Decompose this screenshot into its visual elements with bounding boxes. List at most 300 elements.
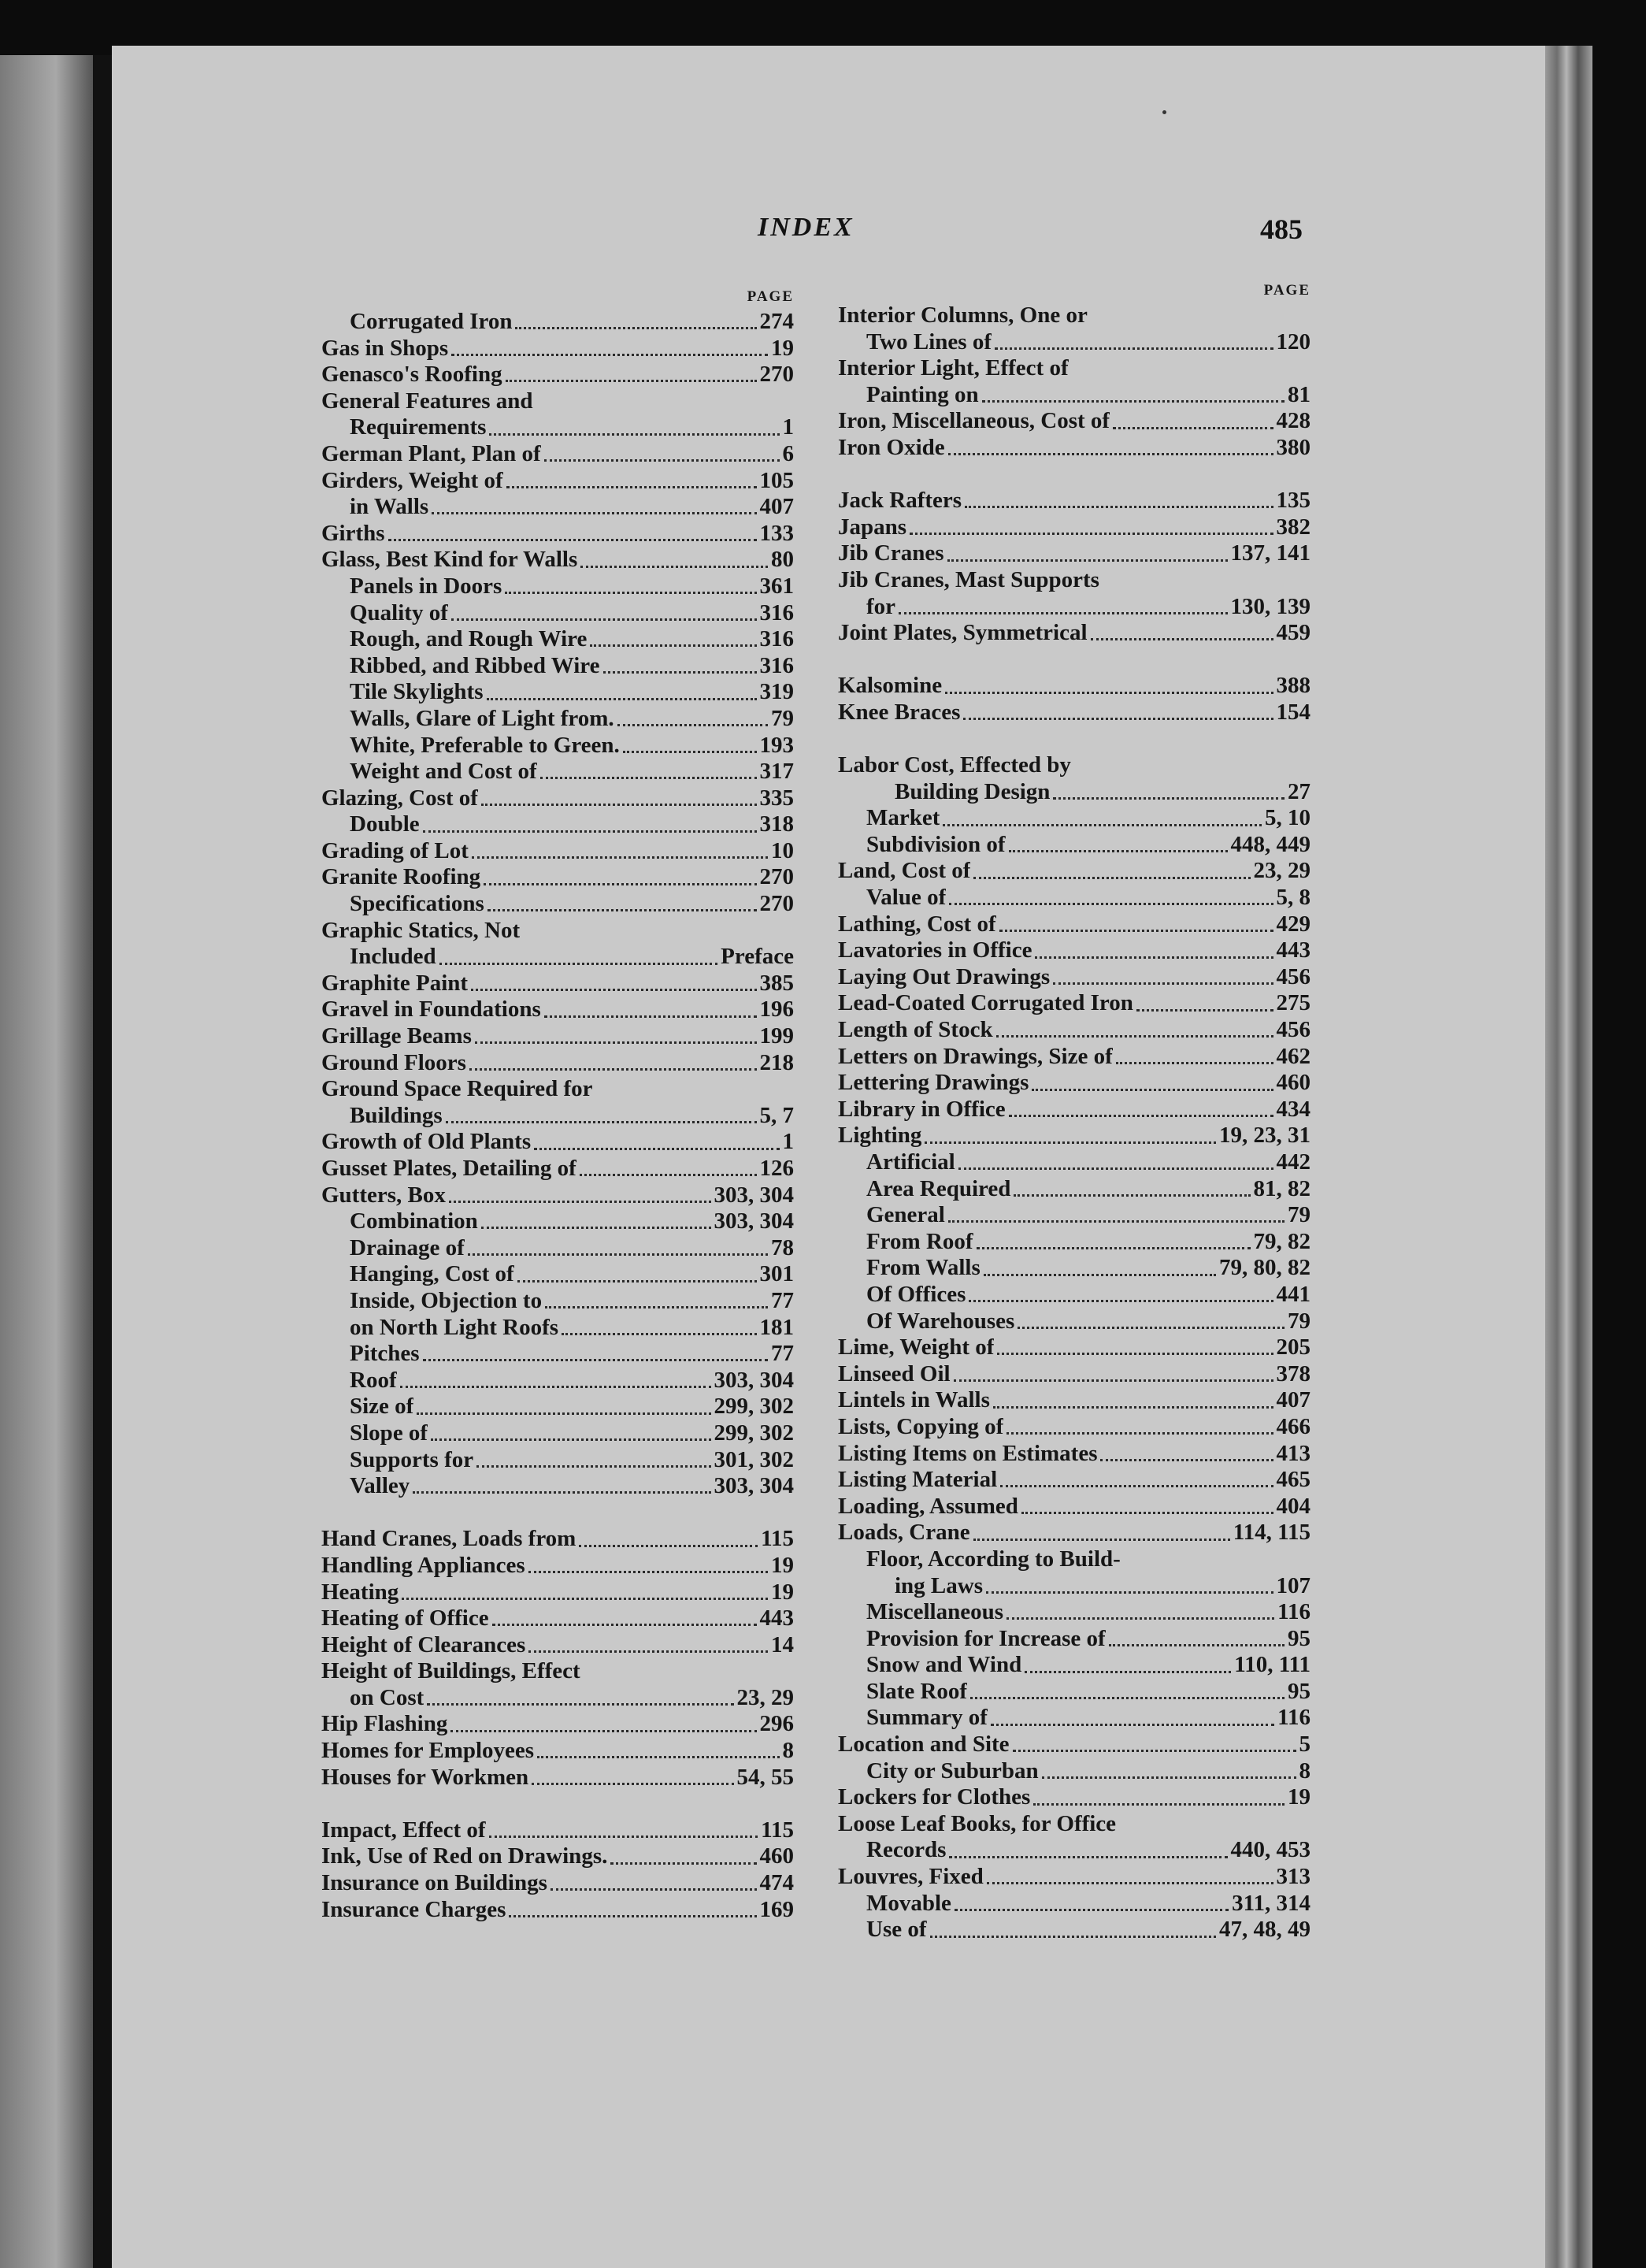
index-entry xyxy=(321,336,794,362)
dot-leader xyxy=(948,1220,1285,1223)
index-entry-text: Summary of xyxy=(866,1705,988,1731)
index-entry-page: 5, 8 xyxy=(1276,885,1310,911)
index-entry-page: 77 xyxy=(771,1341,794,1367)
index-entry-text: Gutters, Box xyxy=(321,1182,446,1208)
index-entry xyxy=(838,1705,1310,1732)
index-entry xyxy=(321,1103,794,1130)
index-entry-text: Size of xyxy=(350,1394,414,1420)
index-entry-page: 440, 453 xyxy=(1230,1837,1310,1863)
index-entry-text: Jib Cranes xyxy=(838,540,944,566)
index-entry-text: Laying Out Drawings xyxy=(838,963,1051,989)
index-entry-page: 460 xyxy=(759,1843,794,1869)
index-entry xyxy=(321,362,794,388)
index-entry-page: 54, 55 xyxy=(736,1764,794,1790)
index-entry-page: 80 xyxy=(771,547,794,573)
index-entry xyxy=(321,1050,794,1077)
index-entry xyxy=(321,1315,794,1342)
index-entry-text: for xyxy=(866,593,896,619)
index-entry-page: 299, 302 xyxy=(714,1394,794,1420)
dot-leader xyxy=(489,433,779,436)
index-entry-page: 120 xyxy=(1276,329,1310,354)
index-entry xyxy=(838,752,1310,779)
index-entry xyxy=(321,1685,794,1712)
index-entry xyxy=(838,382,1310,409)
index-entry-text: Height of Clearances xyxy=(321,1631,526,1657)
index-entry-text: Hip Flashing xyxy=(321,1711,448,1737)
index-entry xyxy=(838,1097,1310,1123)
index-entry-page: 205 xyxy=(1276,1334,1310,1360)
index-entry xyxy=(838,673,1310,700)
index-entry-page: 10 xyxy=(771,837,794,863)
index-entry xyxy=(838,540,1310,567)
index-entry-page: 361 xyxy=(759,573,794,599)
index-entry xyxy=(321,309,794,336)
index-entry-page: 296 xyxy=(759,1711,794,1737)
index-entry-page: 47, 48, 49 xyxy=(1219,1917,1310,1943)
index-entry-text: Louvres, Fixed xyxy=(838,1864,984,1890)
index-entry-text: Length of Stock xyxy=(838,1017,993,1043)
index-entry-page: 316 xyxy=(759,652,794,678)
index-entry-text: Homes for Employees xyxy=(321,1738,535,1764)
index-entry-text: Hand Cranes, Loads from xyxy=(321,1526,576,1552)
page-number: 485 xyxy=(1260,213,1303,245)
index-entry xyxy=(838,1282,1310,1308)
index-entry-text: Loose Leaf Books, for Office xyxy=(838,1810,1117,1836)
index-entry-text: Of Warehouses xyxy=(866,1308,1015,1334)
index-entry xyxy=(838,1441,1310,1468)
index-entry xyxy=(321,944,794,971)
index-entry xyxy=(838,329,1310,356)
dot-leader xyxy=(423,1359,768,1361)
dot-leader xyxy=(427,1703,733,1706)
index-entry-text: Girders, Weight of xyxy=(321,467,503,493)
index-entry xyxy=(838,832,1310,859)
dot-leader xyxy=(993,1406,1273,1409)
index-entry-text: Lists, Copying of xyxy=(838,1413,1004,1439)
index-entry-text: Quality of xyxy=(350,599,448,625)
index-entry xyxy=(838,964,1310,991)
index-entry xyxy=(321,626,794,653)
section-gap xyxy=(838,462,1310,488)
index-entry-text: Land, Cost of xyxy=(838,858,971,884)
index-entry-text: Japans xyxy=(838,514,907,540)
index-entry-text: Use of xyxy=(866,1917,927,1943)
index-entry xyxy=(838,1467,1310,1494)
index-entry xyxy=(321,1261,794,1288)
dot-leader xyxy=(1009,1115,1273,1117)
dot-leader xyxy=(963,718,1273,720)
index-entry-page: 303, 304 xyxy=(714,1473,794,1499)
section-gap xyxy=(838,647,1310,674)
index-entry-page: 169 xyxy=(759,1896,794,1922)
book-left-edge xyxy=(0,55,93,2268)
index-entry-text: Location and Site xyxy=(838,1732,1010,1758)
index-entry-page: 270 xyxy=(759,864,794,890)
index-entry xyxy=(321,1870,794,1897)
index-entry-text: Linseed Oil xyxy=(838,1360,951,1386)
index-entry-page: 19 xyxy=(771,335,794,361)
index-entry-text: Lime, Weight of xyxy=(838,1334,995,1360)
index-entry xyxy=(838,1784,1310,1811)
index-entry-page: 199 xyxy=(759,1023,794,1049)
index-entry-page: 218 xyxy=(759,1049,794,1075)
index-entry-page: 407 xyxy=(1276,1387,1310,1413)
dot-leader xyxy=(446,1121,757,1123)
dot-leader xyxy=(1136,1009,1273,1012)
index-entry xyxy=(321,1605,794,1632)
index-entry-page: 313 xyxy=(1276,1864,1310,1890)
index-entry-page: 465 xyxy=(1276,1467,1310,1493)
index-entry-page: 79 xyxy=(1288,1308,1310,1334)
index-entry-page: 318 xyxy=(759,811,794,837)
index-entry xyxy=(321,1473,794,1500)
index-entry-page: 316 xyxy=(759,626,794,652)
index-entry-text: Specifications xyxy=(350,891,484,917)
dot-leader xyxy=(1053,982,1273,985)
index-entry xyxy=(838,1044,1310,1071)
index-entry-text: Gusset Plates, Detailing of xyxy=(321,1156,576,1181)
index-entry-text: Records xyxy=(866,1837,947,1863)
dot-leader xyxy=(997,1353,1273,1355)
index-entry-page: 448, 449 xyxy=(1230,831,1310,857)
index-entry-page: 95 xyxy=(1288,1625,1310,1651)
index-entry xyxy=(838,1599,1310,1626)
dot-leader xyxy=(528,1650,768,1653)
index-entry xyxy=(838,1017,1310,1044)
index-entry xyxy=(838,1070,1310,1097)
dot-leader xyxy=(1007,1617,1274,1620)
index-entry-text: Lintels in Walls xyxy=(838,1387,990,1413)
dot-leader xyxy=(1021,1512,1273,1514)
index-entry xyxy=(321,971,794,997)
index-entry-text: Ink, Use of Red on Drawings. xyxy=(321,1843,608,1869)
dot-leader xyxy=(1035,956,1273,959)
index-entry-text: Requirements xyxy=(350,414,487,440)
dot-leader xyxy=(949,903,1273,905)
dot-leader xyxy=(580,566,768,568)
dot-leader xyxy=(562,1333,756,1335)
dot-leader xyxy=(537,1756,779,1758)
index-entry xyxy=(838,911,1310,938)
index-entry-text: Lockers for Clothes xyxy=(838,1784,1031,1810)
index-entry xyxy=(321,1843,794,1870)
index-entry xyxy=(838,620,1310,647)
index-entry xyxy=(838,1864,1310,1891)
index-entry-page: 317 xyxy=(759,759,794,785)
index-entry-page: 116 xyxy=(1277,1705,1310,1731)
index-entry-page: 385 xyxy=(759,970,794,996)
index-entry xyxy=(321,1235,794,1262)
index-entry-text: Graphic Statics, Not xyxy=(321,917,521,943)
index-entry-page: 79, 82 xyxy=(1253,1228,1310,1254)
index-entry-text: ing Laws xyxy=(895,1572,984,1598)
index-entry-text: Ribbed, and Ribbed Wire xyxy=(350,652,600,678)
dot-leader xyxy=(451,354,768,356)
dot-leader xyxy=(1013,1750,1296,1752)
index-entry-page: 407 xyxy=(759,494,794,520)
index-entry-text: Jack Rafters xyxy=(838,488,962,514)
index-entry-text: Lead-Coated Corrugated Iron xyxy=(838,990,1133,1016)
dot-leader xyxy=(603,671,757,674)
index-entry-page: 77 xyxy=(771,1287,794,1313)
dot-leader xyxy=(623,751,757,753)
index-entry-text: Included xyxy=(350,944,436,970)
dot-leader xyxy=(449,1201,711,1203)
index-entry-page: 270 xyxy=(759,891,794,917)
index-entry-text: Kalsomine xyxy=(838,673,943,699)
index-entries-right xyxy=(838,303,1310,1943)
book-spine xyxy=(93,55,112,2268)
index-entry-text: Area Required xyxy=(866,1175,1011,1201)
index-entry-text: Handling Appliances xyxy=(321,1552,525,1578)
index-entry-page: Preface xyxy=(721,944,794,970)
index-entry xyxy=(838,1811,1310,1838)
dot-leader xyxy=(450,1730,756,1732)
index-entry-text: Impact, Effect of xyxy=(321,1817,486,1843)
dot-leader xyxy=(534,1148,779,1150)
dot-leader xyxy=(505,592,756,594)
dot-leader xyxy=(509,1915,756,1917)
index-entry-text: Subdivision of xyxy=(866,831,1006,857)
index-entry xyxy=(321,733,794,759)
index-entry xyxy=(321,679,794,706)
index-entry-text: Listing Items on Estimates xyxy=(838,1440,1098,1466)
index-entry-page: 5, 7 xyxy=(759,1102,794,1128)
index-entry-page: 133 xyxy=(759,520,794,546)
section-gap xyxy=(321,1791,794,1817)
index-entry-text: Floor, According to Build- xyxy=(866,1546,1121,1572)
index-entry-text: Iron, Miscellaneous, Cost of xyxy=(838,408,1110,434)
index-entry-text: on North Light Roofs xyxy=(350,1314,559,1340)
index-entry-text: Grading of Lot xyxy=(321,837,469,863)
dot-leader xyxy=(1032,1089,1273,1091)
index-entry-page: 311, 314 xyxy=(1232,1890,1310,1916)
index-entry-page: 316 xyxy=(759,599,794,625)
index-entry-text: Slope of xyxy=(350,1420,428,1446)
index-entry xyxy=(838,700,1310,726)
index-entry-text: Snow and Wind xyxy=(866,1652,1022,1678)
running-header-title: INDEX xyxy=(758,213,855,242)
index-entry-page: 6 xyxy=(782,440,794,466)
dot-leader xyxy=(1053,797,1285,800)
dot-leader xyxy=(431,1438,710,1441)
index-entry-page: 193 xyxy=(759,732,794,758)
index-entry-text: Joint Plates, Symmetrical xyxy=(838,620,1088,646)
index-entry-text: Provision for Increase of xyxy=(866,1625,1106,1651)
index-entry-page: 428 xyxy=(1276,408,1310,434)
index-entry-text: on Cost xyxy=(350,1684,424,1710)
index-entry xyxy=(321,653,794,680)
index-entry-text: Gravel in Foundations xyxy=(321,997,541,1023)
dot-leader xyxy=(402,1598,768,1600)
index-entry-page: 274 xyxy=(759,309,794,334)
dot-leader xyxy=(506,486,757,488)
index-entry xyxy=(838,1573,1310,1600)
index-entry xyxy=(838,1732,1310,1758)
index-entry xyxy=(321,1182,794,1209)
index-entry-text: Listing Material xyxy=(838,1467,998,1493)
dot-leader xyxy=(475,1041,757,1044)
index-entry-page: 1 xyxy=(782,1129,794,1155)
index-entry-page: 19 xyxy=(1288,1784,1310,1810)
index-entry-text: General xyxy=(866,1202,945,1228)
dot-leader xyxy=(413,1491,710,1494)
index-entry xyxy=(838,1308,1310,1335)
index-entry-page: 378 xyxy=(1276,1360,1310,1386)
index-entry xyxy=(321,1579,794,1606)
dot-leader xyxy=(472,856,768,859)
index-entry-text: Lavatories in Office xyxy=(838,937,1032,963)
dot-leader xyxy=(899,612,1227,614)
dot-leader xyxy=(471,989,756,991)
index-entry xyxy=(838,1361,1310,1388)
index-entry-text: Glazing, Cost of xyxy=(321,785,478,811)
index-entry-page: 301, 302 xyxy=(714,1446,794,1472)
index-entry-text: Interior Columns, One or xyxy=(838,303,1088,328)
index-entry-text: Supports for xyxy=(350,1446,474,1472)
index-entry-page: 5, 10 xyxy=(1265,805,1310,831)
index-entry-page: 388 xyxy=(1276,673,1310,699)
index-entry-text: Loading, Assumed xyxy=(838,1493,1018,1519)
dot-leader xyxy=(1014,1194,1250,1197)
index-entry-page: 79 xyxy=(1288,1202,1310,1228)
index-entry xyxy=(838,1891,1310,1917)
index-entry xyxy=(838,1652,1310,1679)
dot-leader xyxy=(476,1465,710,1468)
index-entry-page: 110, 111 xyxy=(1234,1652,1310,1678)
index-entry-text: City or Suburban xyxy=(866,1758,1039,1784)
index-entry xyxy=(321,1341,794,1368)
index-entry xyxy=(321,1420,794,1447)
index-entry-page: 382 xyxy=(1276,514,1310,540)
dot-leader xyxy=(1100,1459,1273,1461)
index-entry-text: in Walls xyxy=(350,494,429,520)
index-entry xyxy=(321,759,794,785)
index-entry-text: Lathing, Cost of xyxy=(838,911,996,937)
index-entry-page: 443 xyxy=(1276,937,1310,963)
dot-leader xyxy=(1033,1803,1285,1806)
page-column-label: PAGE xyxy=(1263,282,1310,299)
dot-leader xyxy=(995,347,1273,350)
index-entry xyxy=(838,858,1310,885)
index-entry xyxy=(838,1837,1310,1864)
index-entry-text: Insurance on Buildings xyxy=(321,1870,547,1896)
dot-leader xyxy=(1116,1062,1273,1064)
index-entry-text: Artificial xyxy=(866,1149,955,1175)
dot-leader xyxy=(579,1545,758,1547)
index-entry-page: 14 xyxy=(771,1631,794,1657)
index-entry-page: 130, 139 xyxy=(1230,593,1310,619)
dot-leader xyxy=(417,1412,710,1415)
dot-leader xyxy=(400,1386,711,1388)
dot-leader xyxy=(432,512,756,514)
index-entry xyxy=(321,1897,794,1924)
index-entry-page: 19, 23, 31 xyxy=(1219,1123,1310,1149)
dot-leader xyxy=(580,1174,757,1176)
index-entry-text: Heating xyxy=(321,1579,399,1605)
index-entry-page: 319 xyxy=(759,679,794,705)
index-entry xyxy=(838,1334,1310,1361)
index-entries-left xyxy=(321,309,794,1923)
dot-leader xyxy=(1109,1644,1285,1646)
index-entry xyxy=(321,414,794,441)
index-entry xyxy=(838,805,1310,832)
index-entry-page: 5 xyxy=(1299,1732,1310,1758)
index-entry-page: 78 xyxy=(771,1234,794,1260)
dot-leader xyxy=(945,692,1273,694)
index-entry-text: Knee Braces xyxy=(838,699,961,725)
section-gap xyxy=(838,726,1310,753)
index-entry xyxy=(838,1414,1310,1441)
index-entry-text: Valley xyxy=(350,1473,410,1499)
section-gap xyxy=(321,1500,794,1527)
index-entry xyxy=(321,1288,794,1315)
page-speck xyxy=(1162,110,1166,114)
index-entry-text: Buildings xyxy=(350,1102,443,1128)
index-entry xyxy=(321,838,794,865)
index-entry-text: Weight and Cost of xyxy=(350,759,537,785)
dot-leader xyxy=(982,400,1285,403)
index-entry-page: 116 xyxy=(1277,1599,1310,1625)
index-entry xyxy=(321,388,794,415)
index-entry-text: Ground Space Required for xyxy=(321,1076,593,1102)
index-entry-page: 404 xyxy=(1276,1493,1310,1519)
index-entry-text: Gas in Shops xyxy=(321,335,449,361)
index-entry xyxy=(321,785,794,812)
index-entry-page: 81, 82 xyxy=(1253,1175,1310,1201)
index-entry-text: Panels in Doors xyxy=(350,573,502,599)
index-entry-text: Rough, and Rough Wire xyxy=(350,626,588,652)
index-entry-text: Glass, Best Kind for Walls xyxy=(321,547,578,573)
index-entry-page: 443 xyxy=(759,1605,794,1631)
dot-leader xyxy=(469,1068,757,1071)
dot-leader xyxy=(948,453,1273,455)
dot-leader xyxy=(1009,850,1228,852)
index-entry-text: German Plant, Plan of xyxy=(321,440,541,466)
index-entry-page: 8 xyxy=(782,1738,794,1764)
dot-leader xyxy=(954,1379,1273,1382)
dot-leader xyxy=(468,1253,768,1256)
index-entry-text: Library in Office xyxy=(838,1096,1006,1122)
index-entry-page: 19 xyxy=(771,1579,794,1605)
index-entry-page: 79, 80, 82 xyxy=(1219,1255,1310,1281)
page-column-label: PAGE xyxy=(747,288,794,305)
dot-leader xyxy=(1113,427,1273,429)
index-entry-text: Granite Roofing xyxy=(321,864,481,890)
index-entry xyxy=(838,1255,1310,1282)
index-entry-text: Grillage Beams xyxy=(321,1023,472,1049)
index-entry xyxy=(321,706,794,733)
dot-leader xyxy=(1007,1432,1273,1435)
index-entry-text: Insurance Charges xyxy=(321,1896,506,1922)
dot-leader xyxy=(540,777,757,779)
index-entry-page: 27 xyxy=(1288,778,1310,804)
index-entry-page: 1 xyxy=(782,414,794,440)
index-entry xyxy=(838,355,1310,382)
index-entry-page: 275 xyxy=(1276,990,1310,1016)
index-entry-text: Loads, Crane xyxy=(838,1520,970,1546)
index-entry-page: 23, 29 xyxy=(1253,858,1310,884)
index-entry-page: 8 xyxy=(1299,1758,1310,1784)
dot-leader xyxy=(484,883,756,885)
index-entry-text: Miscellaneous xyxy=(866,1599,1003,1625)
index-entry-text: Of Offices xyxy=(866,1281,966,1307)
dot-leader xyxy=(1042,1776,1296,1779)
dot-leader xyxy=(965,506,1273,508)
index-entry xyxy=(321,1368,794,1394)
index-entry-text: Drainage of xyxy=(350,1234,465,1260)
dot-leader xyxy=(943,824,1262,826)
